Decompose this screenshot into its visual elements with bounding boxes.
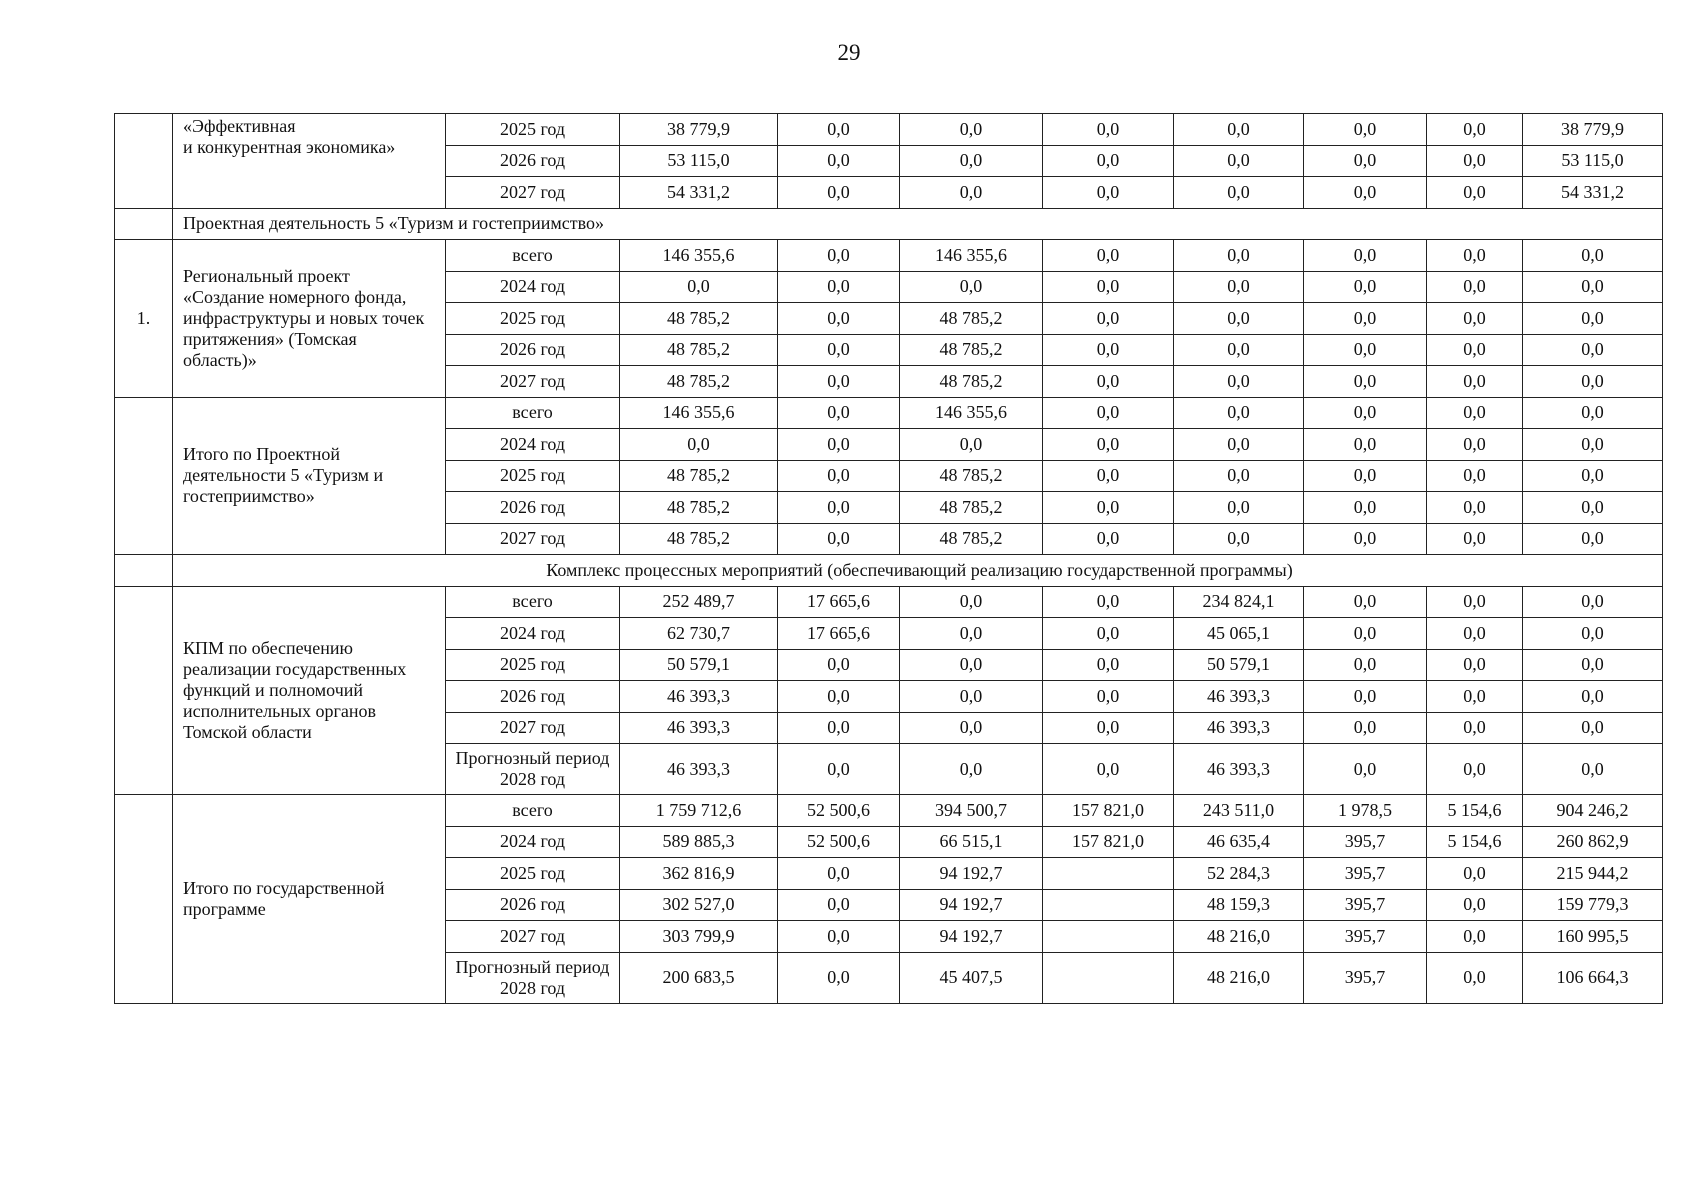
value-cell-other: 0,0 xyxy=(1523,366,1663,398)
period-cell: Прогнозный период 2028 год xyxy=(446,952,620,1003)
value-cell-total: 48 785,2 xyxy=(620,366,778,398)
value-cell-mun: 0,0 xyxy=(1304,712,1427,744)
value-cell-local: 0,0 xyxy=(1043,177,1174,209)
value-cell-region: 48 785,2 xyxy=(900,334,1043,366)
value-cell-fund: 0,0 xyxy=(1174,429,1304,461)
value-cell-mun: 0,0 xyxy=(1304,271,1427,303)
value-cell-total: 48 785,2 xyxy=(620,523,778,555)
value-cell-other: 0,0 xyxy=(1523,334,1663,366)
value-cell-region: 0,0 xyxy=(900,271,1043,303)
value-cell-mun: 0,0 xyxy=(1304,145,1427,177)
value-cell-mun: 395,7 xyxy=(1304,921,1427,953)
value-cell-fed: 0,0 xyxy=(778,429,900,461)
table-body xyxy=(115,114,1663,1004)
value-cell-fed: 0,0 xyxy=(778,681,900,713)
value-cell-pers: 0,0 xyxy=(1427,858,1523,890)
value-cell-fed: 52 500,6 xyxy=(778,795,900,827)
value-cell-other: 54 331,2 xyxy=(1523,177,1663,209)
value-cell-other: 53 115,0 xyxy=(1523,145,1663,177)
section-row xyxy=(115,208,1663,240)
value-cell-pers: 0,0 xyxy=(1427,744,1523,795)
value-cell-pers: 0,0 xyxy=(1427,177,1523,209)
value-cell-other: 260 862,9 xyxy=(1523,826,1663,858)
period-cell: всего xyxy=(446,397,620,429)
value-cell-total: 48 785,2 xyxy=(620,460,778,492)
value-cell-local: 0,0 xyxy=(1043,366,1174,398)
value-cell-other: 0,0 xyxy=(1523,586,1663,618)
value-cell-local: 0,0 xyxy=(1043,240,1174,272)
value-cell-mun: 395,7 xyxy=(1304,952,1427,1003)
value-cell-fund: 48 159,3 xyxy=(1174,889,1304,921)
value-cell-mun: 0,0 xyxy=(1304,523,1427,555)
value-cell-pers: 0,0 xyxy=(1427,366,1523,398)
value-cell-other: 0,0 xyxy=(1523,303,1663,335)
value-cell-total: 54 331,2 xyxy=(620,177,778,209)
value-cell-other: 0,0 xyxy=(1523,523,1663,555)
value-cell-pers: 0,0 xyxy=(1427,114,1523,146)
value-cell-local: 0,0 xyxy=(1043,649,1174,681)
value-cell-region: 48 785,2 xyxy=(900,460,1043,492)
value-cell-local xyxy=(1043,858,1174,890)
value-cell-total: 200 683,5 xyxy=(620,952,778,1003)
value-cell-local: 157 821,0 xyxy=(1043,826,1174,858)
value-cell-fund: 0,0 xyxy=(1174,303,1304,335)
period-cell: 2025 год xyxy=(446,460,620,492)
period-cell: 2027 год xyxy=(446,523,620,555)
value-cell-pers: 5 154,6 xyxy=(1427,826,1523,858)
value-cell-pers: 0,0 xyxy=(1427,952,1523,1003)
value-cell-total: 38 779,9 xyxy=(620,114,778,146)
page-number: 29 xyxy=(837,40,861,65)
value-cell-fund: 0,0 xyxy=(1174,240,1304,272)
value-cell-local: 157 821,0 xyxy=(1043,795,1174,827)
row-index xyxy=(115,795,173,1004)
value-cell-region: 0,0 xyxy=(900,618,1043,650)
value-cell-other: 0,0 xyxy=(1523,492,1663,524)
budget-table xyxy=(114,113,1663,1004)
value-cell-total: 0,0 xyxy=(620,429,778,461)
value-cell-pers: 0,0 xyxy=(1427,681,1523,713)
row-index xyxy=(115,586,173,795)
value-cell-fed: 0,0 xyxy=(778,460,900,492)
value-cell-pers: 0,0 xyxy=(1427,271,1523,303)
period-cell: 2025 год xyxy=(446,649,620,681)
value-cell-fund: 46 393,3 xyxy=(1174,744,1304,795)
value-cell-local: 0,0 xyxy=(1043,586,1174,618)
period-cell: 2026 год xyxy=(446,145,620,177)
period-cell: 2026 год xyxy=(446,681,620,713)
value-cell-pers: 0,0 xyxy=(1427,397,1523,429)
row-name: Итого по Проектной деятельности 5 «Туризм и гостеприимство» xyxy=(173,397,446,555)
value-cell-pers: 0,0 xyxy=(1427,303,1523,335)
section-title: Проектная деятельность 5 «Туризм и гостеприимство» xyxy=(173,208,1663,240)
value-cell-region: 0,0 xyxy=(900,586,1043,618)
value-cell-region: 94 192,7 xyxy=(900,889,1043,921)
value-cell-fed: 0,0 xyxy=(778,523,900,555)
value-cell-region: 66 515,1 xyxy=(900,826,1043,858)
section-row xyxy=(115,555,1663,587)
value-cell-other: 0,0 xyxy=(1523,397,1663,429)
table-row xyxy=(115,397,1663,429)
value-cell-fed: 0,0 xyxy=(778,649,900,681)
value-cell-fund: 0,0 xyxy=(1174,145,1304,177)
row-name: КПМ по обеспечению реализации государственных функций и полномочий исполнительных органов Томской области xyxy=(173,586,446,795)
value-cell-mun: 0,0 xyxy=(1304,492,1427,524)
value-cell-local: 0,0 xyxy=(1043,492,1174,524)
value-cell-region: 48 785,2 xyxy=(900,366,1043,398)
value-cell-fund: 0,0 xyxy=(1174,460,1304,492)
value-cell-mun: 0,0 xyxy=(1304,618,1427,650)
value-cell-local: 0,0 xyxy=(1043,271,1174,303)
period-cell: 2027 год xyxy=(446,921,620,953)
value-cell-mun: 395,7 xyxy=(1304,889,1427,921)
value-cell-mun: 0,0 xyxy=(1304,334,1427,366)
value-cell-total: 1 759 712,6 xyxy=(620,795,778,827)
value-cell-total: 0,0 xyxy=(620,271,778,303)
period-cell: всего xyxy=(446,795,620,827)
period-cell: 2026 год xyxy=(446,492,620,524)
value-cell-fed: 0,0 xyxy=(778,366,900,398)
value-cell-local: 0,0 xyxy=(1043,145,1174,177)
table-row xyxy=(115,586,1663,618)
value-cell-fund: 0,0 xyxy=(1174,177,1304,209)
value-cell-pers: 0,0 xyxy=(1427,618,1523,650)
value-cell-region: 48 785,2 xyxy=(900,492,1043,524)
value-cell-total: 146 355,6 xyxy=(620,240,778,272)
value-cell-pers: 0,0 xyxy=(1427,889,1523,921)
value-cell-total: 46 393,3 xyxy=(620,712,778,744)
value-cell-region: 0,0 xyxy=(900,429,1043,461)
period-cell: 2026 год xyxy=(446,334,620,366)
value-cell-fed: 0,0 xyxy=(778,114,900,146)
period-cell: 2026 год xyxy=(446,889,620,921)
value-cell-other: 0,0 xyxy=(1523,240,1663,272)
value-cell-total: 46 393,3 xyxy=(620,681,778,713)
value-cell-total: 62 730,7 xyxy=(620,618,778,650)
value-cell-region: 394 500,7 xyxy=(900,795,1043,827)
value-cell-fund: 46 393,3 xyxy=(1174,712,1304,744)
value-cell-total: 303 799,9 xyxy=(620,921,778,953)
value-cell-other: 0,0 xyxy=(1523,618,1663,650)
value-cell-fed: 0,0 xyxy=(778,712,900,744)
value-cell-pers: 0,0 xyxy=(1427,523,1523,555)
period-cell: 2025 год xyxy=(446,303,620,335)
value-cell-other: 160 995,5 xyxy=(1523,921,1663,953)
value-cell-other: 0,0 xyxy=(1523,271,1663,303)
value-cell-mun: 0,0 xyxy=(1304,460,1427,492)
value-cell-fed: 0,0 xyxy=(778,744,900,795)
period-cell: 2024 год xyxy=(446,826,620,858)
value-cell-fed: 0,0 xyxy=(778,240,900,272)
value-cell-local: 0,0 xyxy=(1043,429,1174,461)
value-cell-local xyxy=(1043,921,1174,953)
value-cell-local: 0,0 xyxy=(1043,618,1174,650)
value-cell-fed: 0,0 xyxy=(778,177,900,209)
value-cell-other: 0,0 xyxy=(1523,744,1663,795)
value-cell-fed: 0,0 xyxy=(778,921,900,953)
period-cell: 2025 год xyxy=(446,114,620,146)
value-cell-mun: 0,0 xyxy=(1304,397,1427,429)
value-cell-pers: 0,0 xyxy=(1427,712,1523,744)
value-cell-total: 48 785,2 xyxy=(620,334,778,366)
value-cell-region: 94 192,7 xyxy=(900,921,1043,953)
value-cell-total: 48 785,2 xyxy=(620,492,778,524)
value-cell-fed: 0,0 xyxy=(778,334,900,366)
value-cell-mun: 0,0 xyxy=(1304,429,1427,461)
period-cell: 2025 год xyxy=(446,858,620,890)
value-cell-region: 146 355,6 xyxy=(900,397,1043,429)
value-cell-region: 0,0 xyxy=(900,744,1043,795)
value-cell-pers: 0,0 xyxy=(1427,429,1523,461)
value-cell-other: 0,0 xyxy=(1523,681,1663,713)
value-cell-fund: 0,0 xyxy=(1174,397,1304,429)
period-cell: всего xyxy=(446,586,620,618)
period-cell: 2027 год xyxy=(446,177,620,209)
value-cell-region: 0,0 xyxy=(900,681,1043,713)
value-cell-region: 0,0 xyxy=(900,145,1043,177)
value-cell-fund: 48 216,0 xyxy=(1174,952,1304,1003)
value-cell-pers: 0,0 xyxy=(1427,586,1523,618)
value-cell-region: 0,0 xyxy=(900,712,1043,744)
value-cell-other: 0,0 xyxy=(1523,460,1663,492)
value-cell-fed: 17 665,6 xyxy=(778,618,900,650)
value-cell-mun: 0,0 xyxy=(1304,681,1427,713)
value-cell-mun: 0,0 xyxy=(1304,744,1427,795)
value-cell-pers: 0,0 xyxy=(1427,492,1523,524)
value-cell-fed: 0,0 xyxy=(778,303,900,335)
value-cell-fund: 0,0 xyxy=(1174,492,1304,524)
value-cell-local: 0,0 xyxy=(1043,681,1174,713)
value-cell-fund: 45 065,1 xyxy=(1174,618,1304,650)
value-cell-total: 252 489,7 xyxy=(620,586,778,618)
value-cell-mun: 0,0 xyxy=(1304,586,1427,618)
value-cell-region: 0,0 xyxy=(900,649,1043,681)
value-cell-fed: 0,0 xyxy=(778,889,900,921)
period-cell: 2027 год xyxy=(446,712,620,744)
value-cell-fund: 52 284,3 xyxy=(1174,858,1304,890)
value-cell-mun: 395,7 xyxy=(1304,858,1427,890)
value-cell-region: 45 407,5 xyxy=(900,952,1043,1003)
value-cell-region: 0,0 xyxy=(900,114,1043,146)
value-cell-region: 0,0 xyxy=(900,177,1043,209)
value-cell-fed: 17 665,6 xyxy=(778,586,900,618)
row-name: Итого по государственной программе xyxy=(173,795,446,1004)
value-cell-local: 0,0 xyxy=(1043,334,1174,366)
value-cell-region: 48 785,2 xyxy=(900,303,1043,335)
section-index-cell xyxy=(115,555,173,587)
section-index-cell xyxy=(115,208,173,240)
value-cell-region: 146 355,6 xyxy=(900,240,1043,272)
value-cell-other: 0,0 xyxy=(1523,429,1663,461)
value-cell-fed: 0,0 xyxy=(778,397,900,429)
value-cell-local: 0,0 xyxy=(1043,114,1174,146)
value-cell-other: 0,0 xyxy=(1523,712,1663,744)
value-cell-pers: 0,0 xyxy=(1427,334,1523,366)
value-cell-total: 48 785,2 xyxy=(620,303,778,335)
value-cell-fund: 48 216,0 xyxy=(1174,921,1304,953)
period-cell: Прогнозный период 2028 год xyxy=(446,744,620,795)
value-cell-total: 146 355,6 xyxy=(620,397,778,429)
value-cell-pers: 0,0 xyxy=(1427,460,1523,492)
value-cell-fund: 0,0 xyxy=(1174,271,1304,303)
value-cell-local xyxy=(1043,889,1174,921)
value-cell-local: 0,0 xyxy=(1043,523,1174,555)
value-cell-local: 0,0 xyxy=(1043,460,1174,492)
value-cell-mun: 0,0 xyxy=(1304,303,1427,335)
value-cell-fed: 0,0 xyxy=(778,271,900,303)
table-row xyxy=(115,114,1663,146)
value-cell-mun: 0,0 xyxy=(1304,366,1427,398)
value-cell-fund: 50 579,1 xyxy=(1174,649,1304,681)
row-name: Региональный проект «Создание номерного фонда, инфраструктуры и новых точек притяжения» (Томская область)» xyxy=(173,240,446,398)
value-cell-total: 362 816,9 xyxy=(620,858,778,890)
period-cell: 2024 год xyxy=(446,429,620,461)
value-cell-local: 0,0 xyxy=(1043,712,1174,744)
value-cell-pers: 0,0 xyxy=(1427,240,1523,272)
value-cell-fed: 52 500,6 xyxy=(778,826,900,858)
value-cell-mun: 395,7 xyxy=(1304,826,1427,858)
value-cell-other: 106 664,3 xyxy=(1523,952,1663,1003)
value-cell-fed: 0,0 xyxy=(778,492,900,524)
value-cell-mun: 0,0 xyxy=(1304,240,1427,272)
value-cell-local: 0,0 xyxy=(1043,303,1174,335)
value-cell-fund: 0,0 xyxy=(1174,523,1304,555)
period-cell: всего xyxy=(446,240,620,272)
period-cell: 2027 год xyxy=(446,366,620,398)
row-name: «Эффективная и конкурентная экономика» xyxy=(173,114,446,209)
value-cell-fund: 243 511,0 xyxy=(1174,795,1304,827)
value-cell-fed: 0,0 xyxy=(778,145,900,177)
value-cell-other: 38 779,9 xyxy=(1523,114,1663,146)
value-cell-local: 0,0 xyxy=(1043,744,1174,795)
row-index: 1. xyxy=(115,240,173,398)
value-cell-total: 50 579,1 xyxy=(620,649,778,681)
value-cell-total: 53 115,0 xyxy=(620,145,778,177)
value-cell-total: 302 527,0 xyxy=(620,889,778,921)
value-cell-other: 215 944,2 xyxy=(1523,858,1663,890)
value-cell-mun: 0,0 xyxy=(1304,114,1427,146)
value-cell-other: 904 246,2 xyxy=(1523,795,1663,827)
value-cell-mun: 1 978,5 xyxy=(1304,795,1427,827)
value-cell-fund: 46 635,4 xyxy=(1174,826,1304,858)
period-cell: 2024 год xyxy=(446,271,620,303)
value-cell-total: 589 885,3 xyxy=(620,826,778,858)
value-cell-local: 0,0 xyxy=(1043,397,1174,429)
value-cell-fund: 0,0 xyxy=(1174,366,1304,398)
value-cell-other: 159 779,3 xyxy=(1523,889,1663,921)
value-cell-fed: 0,0 xyxy=(778,858,900,890)
value-cell-region: 94 192,7 xyxy=(900,858,1043,890)
value-cell-mun: 0,0 xyxy=(1304,649,1427,681)
value-cell-pers: 0,0 xyxy=(1427,649,1523,681)
value-cell-mun: 0,0 xyxy=(1304,177,1427,209)
row-index xyxy=(115,397,173,555)
section-title: Комплекс процессных мероприятий (обеспечивающий реализацию государственной программы) xyxy=(173,555,1663,587)
table-row xyxy=(115,240,1663,272)
row-index xyxy=(115,114,173,209)
value-cell-pers: 0,0 xyxy=(1427,145,1523,177)
value-cell-other: 0,0 xyxy=(1523,649,1663,681)
table-row xyxy=(115,795,1663,827)
value-cell-total: 46 393,3 xyxy=(620,744,778,795)
value-cell-fund: 0,0 xyxy=(1174,114,1304,146)
value-cell-fund: 46 393,3 xyxy=(1174,681,1304,713)
value-cell-pers: 5 154,6 xyxy=(1427,795,1523,827)
value-cell-fed: 0,0 xyxy=(778,952,900,1003)
value-cell-local xyxy=(1043,952,1174,1003)
value-cell-fund: 0,0 xyxy=(1174,334,1304,366)
period-cell: 2024 год xyxy=(446,618,620,650)
value-cell-fund: 234 824,1 xyxy=(1174,586,1304,618)
value-cell-region: 48 785,2 xyxy=(900,523,1043,555)
value-cell-pers: 0,0 xyxy=(1427,921,1523,953)
